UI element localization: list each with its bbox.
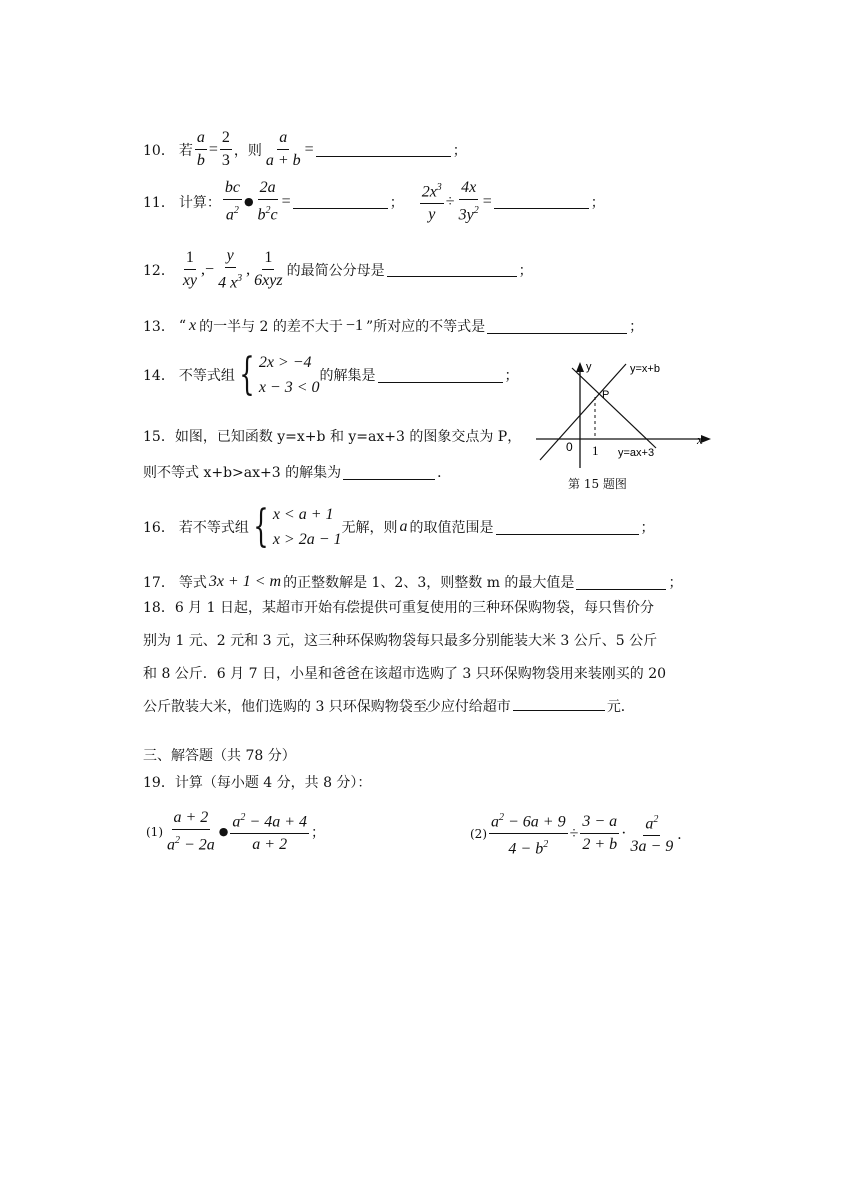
brace: { (253, 501, 269, 552)
fraction-2 (230, 808, 309, 855)
fraction-4x-over-3y2 (457, 178, 481, 225)
text: 的解集是 (319, 368, 376, 384)
denominator (256, 200, 280, 225)
fraction-a-over-a-plus-b (264, 128, 303, 171)
fraction-1 (165, 808, 217, 855)
numerator (230, 808, 309, 834)
answer-blank[interactable] (316, 142, 451, 157)
base: a (645, 815, 654, 833)
x-axis-label: x (697, 432, 703, 447)
part-label: (1) (146, 824, 163, 839)
text: ，则 (233, 142, 262, 159)
value: −1 (345, 317, 363, 334)
numerator: 2 (220, 128, 232, 150)
text: 的取值范围是 (409, 520, 494, 536)
fraction-1-over-6xyz (252, 248, 284, 291)
equals-sign: = (304, 140, 314, 158)
fraction-y-over-4x3 (216, 246, 244, 293)
numerator: 1 (262, 248, 274, 270)
text: 则不等式 x+b>ax+3 的解集为 (143, 465, 342, 481)
section-title: 三、解答题（共 78 分） (143, 748, 296, 764)
line-1-label: y=x+b (630, 363, 660, 375)
answer-blank[interactable] (293, 194, 388, 209)
question-number: 14． (143, 368, 175, 384)
numerator: y (225, 246, 236, 268)
base: b (257, 206, 266, 224)
numerator: 2a (258, 178, 278, 200)
denominator: a + 2 (252, 836, 288, 854)
base: x (230, 274, 238, 292)
text: 的正整数解是 1、2、3，则整数 m 的最大值是 (283, 575, 575, 591)
exponent: 3 (237, 273, 243, 284)
text: 公斤散装大米，他们选购的 3 只环保购物袋 (143, 699, 413, 715)
question-14 (143, 350, 519, 400)
numerator: 4x (459, 178, 478, 200)
denominator: 3a − 9 (630, 838, 674, 856)
exponent: 2 (265, 205, 271, 216)
emphasized-text: 至少 · (413, 699, 441, 715)
punctuation: ； (629, 319, 644, 335)
denominator (457, 200, 481, 225)
denominator: a + b (265, 152, 301, 169)
inequality-2: x > 2a − 1 (272, 531, 342, 548)
exponent: 2 (653, 814, 659, 826)
multiply-dot: ● (243, 195, 254, 209)
exponent: 2 (233, 205, 239, 216)
punctuation: ； (518, 262, 533, 279)
fraction-3 (629, 810, 676, 857)
question-number: 13． (143, 319, 175, 335)
base: a (491, 813, 499, 831)
exponent: 2 (473, 205, 479, 216)
answer-blank[interactable] (387, 262, 517, 277)
line-2-label: y=ax+3 (618, 447, 655, 459)
point-p-label: P (602, 389, 610, 401)
punctuation: 元． (606, 699, 635, 715)
base: 4 − b (508, 840, 544, 858)
text: 提供可重复使用的三种环保购物袋，每只售价分 (359, 600, 654, 616)
denominator (216, 268, 244, 293)
text: 计算： (178, 194, 221, 211)
text: ”所对应的不等式是 (365, 319, 486, 335)
exponent: 3 (436, 182, 442, 193)
punctuation: ； (504, 368, 519, 384)
punctuation: , (246, 260, 251, 278)
numerator: a + 2 (172, 808, 211, 830)
divide-sign: ÷ (569, 824, 579, 842)
question-11 (143, 178, 605, 225)
question-18 (143, 592, 723, 724)
equals-sign: = (482, 192, 492, 210)
denominator (506, 834, 550, 859)
question-number: 16． (143, 520, 175, 536)
variable: a (399, 518, 408, 535)
emphasized-text: 有偿 · (332, 600, 360, 616)
question-18-line-2: 别为 1 元、2 元和 3 元，这三种环保购物袋每只最多分别能装大米 3 公斤、5 公斤 (143, 633, 658, 649)
answer-blank[interactable] (487, 319, 627, 334)
numerator: 3 − a (580, 812, 619, 834)
term: − 2a (180, 836, 215, 854)
figure-caption: 第 15 题图 (568, 477, 627, 491)
part-label: (2) (470, 826, 487, 841)
numerator: 1 (184, 248, 196, 270)
base: a (225, 206, 234, 224)
base: a (167, 836, 175, 854)
inequality-system (259, 350, 320, 400)
punctuation: ； (452, 142, 467, 159)
inequality-system (273, 502, 342, 552)
question-19-part-1 (146, 808, 325, 855)
answer-blank[interactable] (343, 465, 435, 480)
base: 2x (421, 183, 437, 201)
text: 应付给超市 (440, 699, 511, 715)
answer-blank[interactable] (494, 194, 589, 209)
tick-label: 1 (592, 443, 599, 458)
text: 若 (178, 142, 193, 159)
fraction-1-over-xy (181, 248, 199, 291)
brace: { (239, 349, 255, 400)
punctuation: ． (437, 465, 452, 481)
denominator (224, 200, 241, 225)
text: 15．如图，已知函数 y=x+b 和 y=ax+3 的图象交点为 P， (143, 429, 522, 445)
question-13 (143, 316, 643, 336)
fraction-2a-over-b2c (256, 178, 280, 225)
question-18-line-3: 和 8 公斤．6 月 7 日，小星和爸爸在该超市选购了 3 只环保购物袋用来装刚买的 20 (143, 666, 667, 682)
y-axis-arrow (576, 362, 584, 372)
fraction-2x3-over-y (420, 178, 444, 225)
text: 的最简公分母是 (286, 262, 385, 279)
numerator (420, 178, 444, 204)
numerator (489, 808, 568, 834)
question-19-title: 19．计算（每小题 4 分，共 8 分）： (143, 775, 372, 791)
denominator: 2 + b (582, 836, 618, 854)
variable: x (189, 317, 197, 334)
text: 等式 (178, 575, 207, 591)
fraction-a-over-b (195, 128, 207, 171)
coefficient: 4 (218, 274, 227, 292)
question-number: 11． (143, 194, 175, 211)
question-18-line-4 (143, 691, 723, 724)
fraction-2 (580, 812, 619, 855)
question-16 (143, 502, 655, 552)
question-17 (143, 572, 682, 592)
fraction-1 (489, 808, 568, 860)
origin-label: 0 (566, 440, 573, 454)
equals-sign: = (208, 140, 218, 158)
exponent: 2 (240, 812, 246, 823)
y-axis-label: y (586, 361, 592, 373)
punctuation: ； (668, 575, 683, 591)
base: a (232, 813, 241, 831)
denominator: y (428, 206, 436, 224)
question-10 (143, 128, 467, 171)
equals-sign: = (281, 192, 291, 210)
base: 3y (458, 206, 474, 224)
inequality-1: 2x > −4 (258, 354, 312, 371)
text: 的一半与 2 的差不大于 (199, 319, 343, 335)
denominator (252, 270, 284, 291)
exponent: 2 (543, 839, 549, 851)
inequality-2: x − 3 < 0 (258, 379, 320, 396)
answer-blank[interactable] (378, 368, 503, 383)
question-19-part-2 (470, 808, 691, 860)
answer-blank[interactable] (496, 520, 639, 535)
question-number: 17． (143, 575, 175, 591)
text: 18．6 月 1 日起，某超市开始 (143, 600, 332, 616)
punctuation: ； (311, 824, 325, 841)
question-number: 10． (143, 142, 175, 159)
answer-blank[interactable] (513, 696, 605, 711)
punctuation: ； (640, 520, 655, 536)
text: “ (178, 318, 186, 334)
function-graph (536, 360, 716, 470)
question-18-line-1 (143, 592, 723, 625)
punctuation: ； (590, 194, 605, 211)
text: 不等式组 (178, 368, 235, 384)
numerator: bc (223, 178, 242, 200)
line-y-eq-ax-plus-3 (572, 368, 656, 448)
question-number: 12． (143, 262, 175, 279)
text: 若不等式组 (178, 520, 249, 536)
denominator: xy (182, 272, 198, 290)
punctuation: ． (677, 826, 692, 843)
inequality-1: x < a + 1 (272, 506, 334, 523)
exponent: 2 (175, 835, 180, 846)
question-15-line-1 (143, 426, 521, 446)
punctuation: ； (389, 194, 404, 211)
denominator (165, 830, 217, 855)
punctuation: , (201, 260, 206, 278)
denominator: 3 (221, 152, 230, 169)
exponent: 2 (499, 812, 504, 823)
minus-sign: − (205, 260, 215, 278)
multiply-dot: ● (218, 825, 229, 839)
question-12 (143, 246, 533, 293)
numerator: a (277, 128, 289, 150)
fraction-two-thirds (220, 128, 232, 171)
question-15-line-2 (143, 462, 451, 482)
denominator: b (196, 152, 205, 169)
answer-blank[interactable] (576, 575, 666, 590)
coefficient: 6 (254, 272, 263, 290)
term: − 4a + 4 (245, 813, 307, 831)
numerator (643, 810, 660, 836)
multiply-dot: · (621, 824, 627, 842)
numerator: a (195, 128, 207, 150)
variables: xyz (262, 272, 283, 290)
divide-sign: ÷ (445, 192, 455, 210)
term: − 6a + 9 (504, 813, 566, 831)
fraction-bc-over-a2 (223, 178, 242, 225)
inequality: 3x + 1 < m (208, 573, 282, 590)
text: 无解，则 (341, 520, 398, 536)
factor: c (270, 206, 278, 224)
